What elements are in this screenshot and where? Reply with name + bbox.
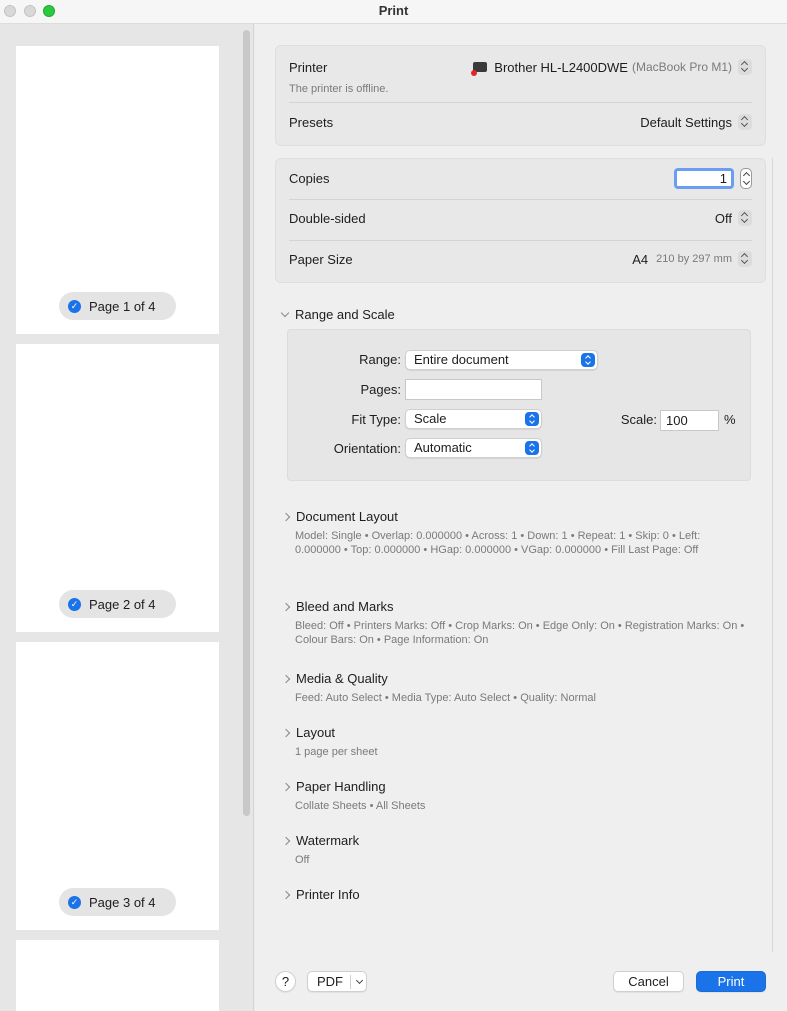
page-preview-sidebar xyxy=(0,24,254,1011)
scale-unit: % xyxy=(724,412,736,427)
printer-icon xyxy=(473,62,487,72)
paper-size-select[interactable] xyxy=(632,251,752,267)
printer-host: (MacBook Pro M1) xyxy=(631,60,732,74)
print-settings-panel xyxy=(255,24,787,1011)
double-sided-label: Double-sided xyxy=(289,210,366,226)
orientation-value: Automatic xyxy=(414,440,472,455)
chevron-down-icon xyxy=(356,977,363,984)
section-summary: Model: Single • Overlap: 0.000000 • Across: 1 • Down: 1 • Repeat: 1 • Skip: 0 • Left: 0.000000 • Top: 0.000000 • HGap: 0.000000 • VGap: 0.000000 • Fill Last Page: Off xyxy=(295,530,701,556)
chevron-right-icon xyxy=(282,782,290,790)
printer-select[interactable] xyxy=(473,59,752,75)
presets-select[interactable] xyxy=(640,114,752,130)
layout-toggle[interactable] xyxy=(282,725,335,740)
page-badge xyxy=(59,590,176,618)
paper-handling-toggle[interactable] xyxy=(282,779,386,794)
orientation-popup-arrows-icon xyxy=(525,441,539,455)
presets-popup-arrows-icon xyxy=(738,114,752,130)
printer-name: Brother HL-L2400DWE xyxy=(494,59,628,75)
chevron-right-icon xyxy=(282,602,290,610)
presets-label: Presets xyxy=(289,114,334,130)
printer-card xyxy=(275,45,766,146)
chevron-right-icon xyxy=(282,674,290,682)
section-title: Bleed and Marks xyxy=(296,599,394,614)
section-title: Document Layout xyxy=(296,509,398,524)
double-sided-popup-arrows-icon xyxy=(738,210,752,226)
help-button[interactable]: ? xyxy=(275,971,296,992)
chevron-right-icon xyxy=(282,728,290,736)
title-bar xyxy=(0,0,787,24)
printer-status: The printer is offline. xyxy=(289,83,389,95)
section-title: Paper Handling xyxy=(296,779,386,794)
document-layout-toggle[interactable] xyxy=(282,509,398,524)
section-summary: Feed: Auto Select • Media Type: Auto Select • Quality: Normal xyxy=(295,692,596,704)
copies-label: Copies xyxy=(289,171,330,186)
section-title: Watermark xyxy=(296,833,360,848)
page-badge xyxy=(59,292,176,320)
page-thumbnail-3[interactable] xyxy=(16,642,219,930)
presets-value: Default Settings xyxy=(640,114,732,130)
paper-size-label: Paper Size xyxy=(289,251,353,267)
paper-size-value: A4 xyxy=(632,251,649,267)
divider xyxy=(289,199,752,200)
range-scale-panel xyxy=(287,329,751,481)
page-label: Page 2 of 4 xyxy=(89,596,156,612)
divider xyxy=(350,975,351,989)
fit-type-select[interactable] xyxy=(405,409,542,429)
section-title: Layout xyxy=(296,725,336,740)
double-sided-value: Off xyxy=(714,210,732,226)
range-scale-title: Range and Scale xyxy=(295,307,395,322)
pages-label: Pages: xyxy=(360,382,401,397)
chevron-right-icon xyxy=(282,512,290,520)
section-summary: Collate Sheets • All Sheets xyxy=(295,800,426,812)
printer-label: Printer xyxy=(289,59,328,75)
section-summary: Bleed: Off • Printers Marks: Off • Crop Marks: On • Edge Only: On • Registration Marks: On • Colour Bars: On • Page Information: On xyxy=(295,620,745,646)
pdf-label: PDF xyxy=(317,974,343,989)
scale-input[interactable]: 100 xyxy=(660,410,719,431)
fit-type-popup-arrows-icon xyxy=(525,412,539,426)
page-label: Page 3 of 4 xyxy=(89,894,156,910)
range-select[interactable] xyxy=(405,350,598,370)
fit-type-value: Scale xyxy=(414,411,447,426)
range-label: Range: xyxy=(359,352,401,367)
double-sided-select[interactable] xyxy=(715,210,752,226)
offline-indicator-icon xyxy=(471,70,477,76)
scale-label: Scale: xyxy=(620,412,657,427)
range-value: Entire document xyxy=(414,352,509,367)
fit-type-label: Fit Type: xyxy=(351,412,401,427)
page-thumbnail-2[interactable] xyxy=(16,344,219,632)
checkmark-icon: ✓ xyxy=(68,598,81,611)
paper-size-popup-arrows-icon xyxy=(738,251,752,267)
chevron-right-icon xyxy=(282,890,290,898)
page-label: Page 1 of 4 xyxy=(89,298,156,314)
sidebar-scrollbar[interactable] xyxy=(243,30,250,816)
section-title: Media & Quality xyxy=(296,671,388,686)
basic-options-card xyxy=(275,158,766,283)
watermark-toggle[interactable] xyxy=(282,833,359,848)
divider xyxy=(289,102,752,103)
window-title: Print xyxy=(378,3,409,18)
print-button[interactable]: Print xyxy=(696,971,766,992)
checkmark-icon: ✓ xyxy=(68,896,81,909)
chevron-right-icon xyxy=(282,836,290,844)
page-thumbnail-1[interactable] xyxy=(16,46,219,334)
checkmark-icon: ✓ xyxy=(68,300,81,313)
copies-stepper[interactable] xyxy=(740,168,752,189)
cancel-button[interactable]: Cancel xyxy=(613,971,684,992)
page-badge xyxy=(59,888,176,916)
settings-scrollbar[interactable] xyxy=(772,158,773,952)
media-quality-toggle[interactable] xyxy=(282,671,388,686)
section-summary: Off xyxy=(295,854,310,866)
chevron-down-icon xyxy=(281,309,289,317)
range-scale-toggle[interactable] xyxy=(282,307,395,322)
section-title: Printer Info xyxy=(296,887,360,902)
pdf-menu-button[interactable] xyxy=(307,971,367,992)
range-popup-arrows-icon xyxy=(581,353,595,367)
bleed-marks-toggle[interactable] xyxy=(282,599,394,614)
pages-input[interactable] xyxy=(405,379,542,400)
orientation-select[interactable] xyxy=(405,438,542,458)
paper-size-detail: 210 by 297 mm xyxy=(656,253,732,265)
page-thumbnail-4[interactable] xyxy=(16,940,219,1011)
copies-input[interactable]: 1 xyxy=(674,168,734,189)
printer-popup-arrows-icon xyxy=(738,59,752,75)
divider xyxy=(289,240,752,241)
orientation-label: Orientation: xyxy=(333,441,401,456)
printer-info-toggle[interactable] xyxy=(282,887,360,902)
section-summary: 1 page per sheet xyxy=(295,746,378,758)
